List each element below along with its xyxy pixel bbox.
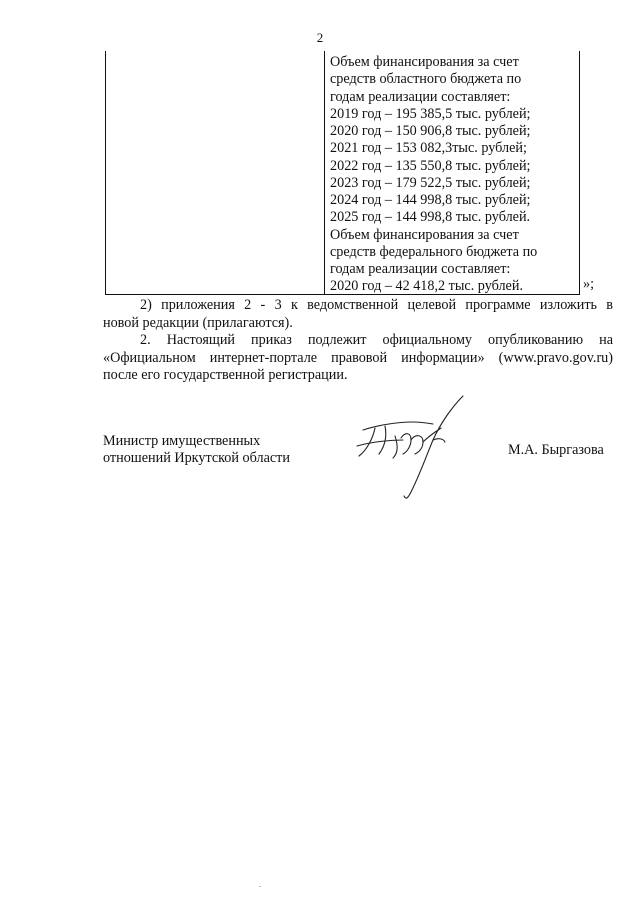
funding-table (105, 51, 580, 295)
funding-year-line: 2022 год – 135 550,8 тыс. рублей; (330, 157, 531, 174)
funding-year-line: 2023 год – 179 522,5 тыс. рублей; (330, 174, 531, 191)
funding-year-line: 2024 год – 144 998,8 тыс. рублей; (330, 192, 531, 208)
signatory-name: М.А. Быргазова (508, 442, 604, 458)
paragraph-line: 2. Настоящий приказ подлежит официальному опубликованию на (140, 332, 613, 348)
funding-year-line: 2019 год – 195 385,5 тыс. рублей; (330, 105, 531, 122)
paragraph-publication (103, 332, 613, 385)
funding-year-line: 2025 год – 144 998,8 тыс. рублей. (330, 209, 531, 226)
funding-text-line: Объем финансирования за счет (330, 226, 519, 243)
funding-text-line: годам реализации составляет: (330, 88, 511, 105)
funding-text-line: средств областного бюджета по (330, 71, 522, 88)
scan-speck (259, 886, 261, 887)
signatory-title (103, 433, 290, 467)
funding-year-line: 2020 год – 150 906,8 тыс. рублей; (330, 123, 531, 139)
closing-quote-mark: »; (583, 276, 595, 292)
funding-text-line: годам реализации составляет: (330, 261, 511, 277)
page-number: 2 (316, 30, 324, 45)
paragraph-appendices (103, 297, 613, 332)
table-right-cell (330, 54, 578, 296)
funding-text-line: средств федерального бюджета по (330, 243, 538, 260)
signatory-title-line: отношений Иркутской области (103, 450, 290, 466)
signatory-title-line: Министр имущественных (103, 433, 261, 449)
paragraph-line: «Официальном интернет-портале правовой информации» (www.pravo.gov.ru) (103, 349, 613, 366)
funding-year-line: 2020 год – 42 418,2 тыс. рублей. (330, 278, 523, 295)
paragraph-line: новой редакции (прилагаются). (103, 314, 293, 331)
handwritten-signature (345, 392, 475, 504)
funding-year-line: 2021 год – 153 082,3тыс. рублей; (330, 140, 527, 157)
table-column-divider (324, 51, 325, 294)
paragraph-line: после его государственной регистрации. (103, 367, 348, 383)
funding-text-line: Объем финансирования за счет (330, 54, 519, 70)
paragraph-line: 2) приложения 2 - 3 к ведомственной целевой программе изложить в (140, 297, 613, 313)
